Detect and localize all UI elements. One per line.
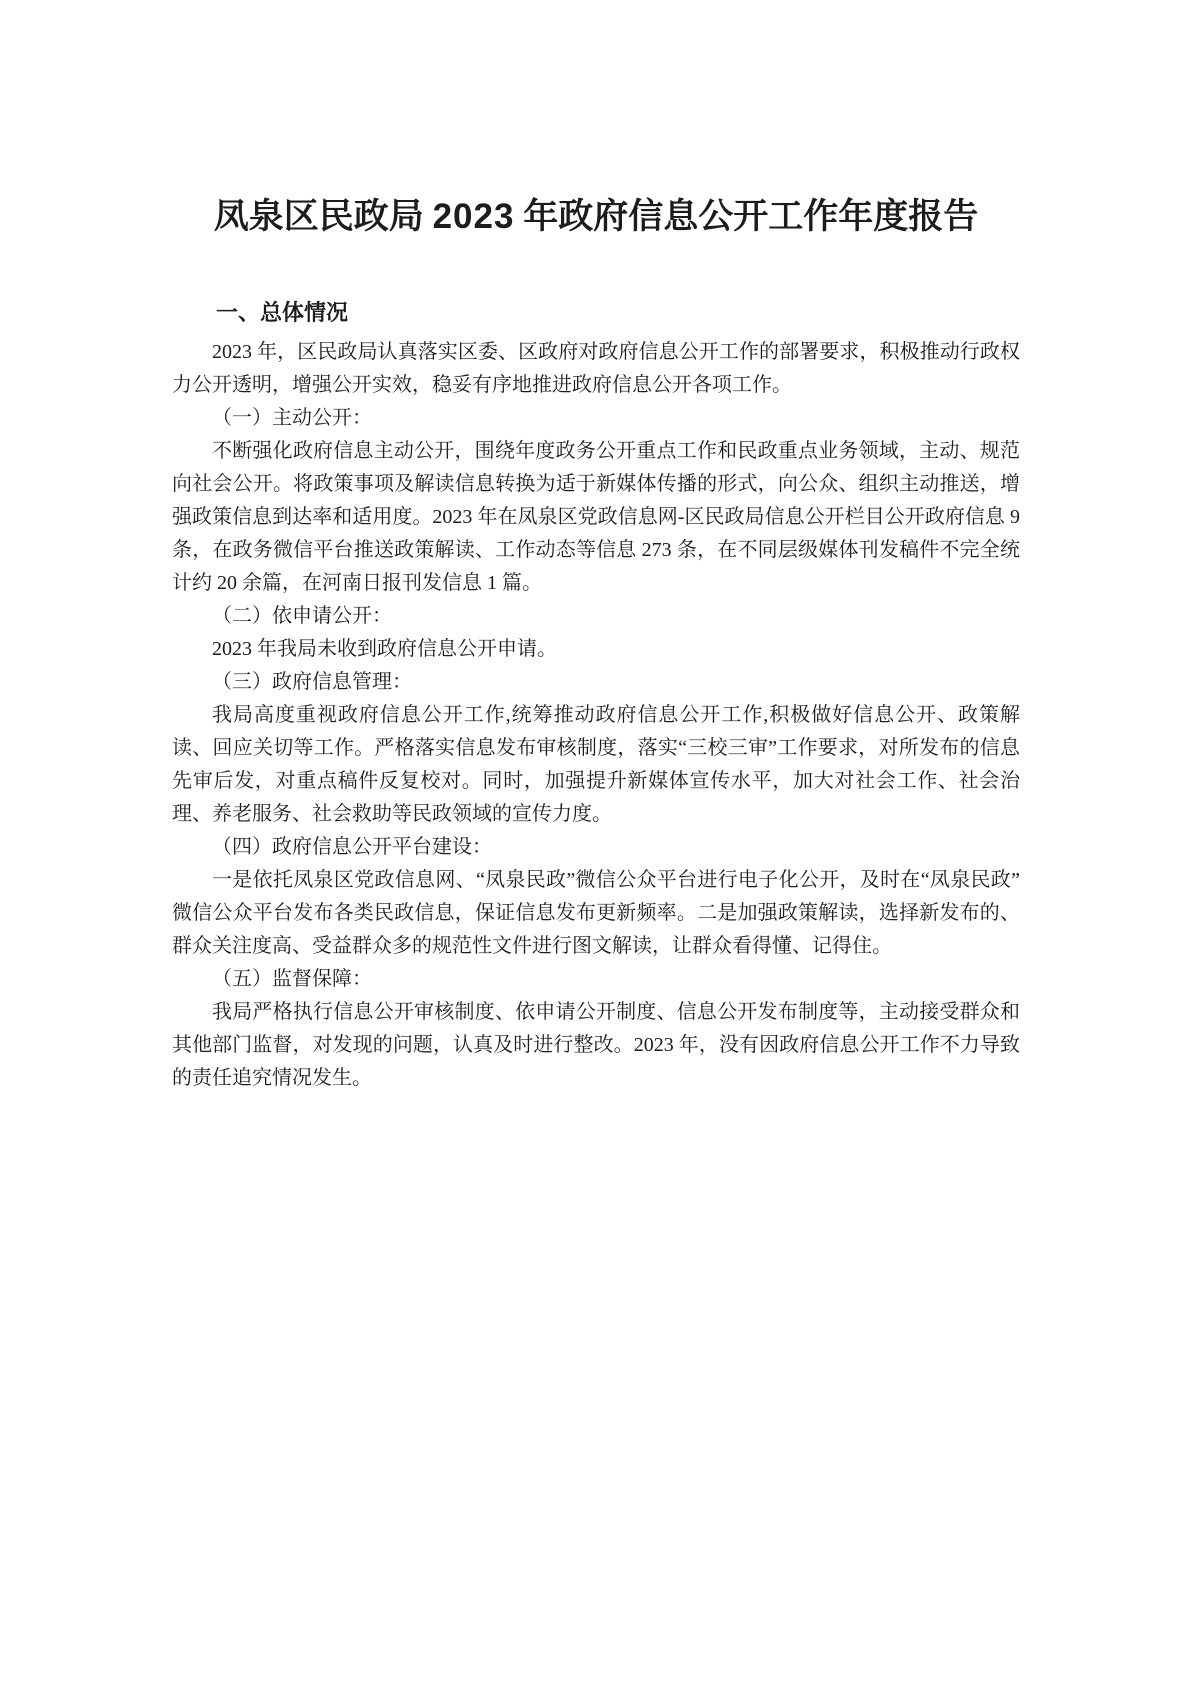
paragraph-intro: 2023 年，区民政局认真落实区委、区政府对政府信息公开工作的部署要求，积极推动行政权力公开透明，增强公开实效，稳妥有序地推进政府信息公开各项工作。 bbox=[172, 341, 1020, 396]
subheading-information-management: （三）政府信息管理： bbox=[212, 671, 412, 693]
subheading-proactive-disclosure: （一）主动公开： bbox=[212, 407, 372, 429]
document-body bbox=[172, 336, 1020, 1095]
paragraph-supervision-guarantee: 我局严格执行信息公开审核制度、依申请公开制度、信息公开发布制度等，主动接受群众和其他部门监督，对发现的问题，认真及时进行整改。2023 年，没有因政府信息公开工作不力导致的责任追究情况发生。 bbox=[172, 1001, 1020, 1089]
paragraph-proactive-disclosure: 不断强化政府信息主动公开，围绕年度政务公开重点工作和民政重点业务领域，主动、规范向社会公开。将政策事项及解读信息转换为适于新媒体传播的形式，向公众、组织主动推送，增强政策信息到达率和适用度。2023 年在凤泉区党政信息网-区民政局信息公开栏目公开政府信息 9 条，在政务微信平台推送政策解读、工作动态等信息 273 条，在不同层级媒体刊发稿件不完全统计约 20 余篇，在河南日报刊发信息 1 篇。 bbox=[172, 440, 1020, 594]
paragraph-disclosure-upon-request: 2023 年我局未收到政府信息公开申请。 bbox=[212, 638, 557, 660]
paragraph-information-management: 我局高度重视政府信息公开工作,统筹推动政府信息公开工作,积极做好信息公开、政策解读、回应关切等工作。严格落实信息发布审核制度，落实“三校三审”工作要求，对所发布的信息先审后发，对重点稿件反复校对。同时，加强提升新媒体宣传水平，加大对社会工作、社会治理、养老服务、社会救助等民政领域的宣传力度。 bbox=[172, 704, 1020, 825]
document-title-suffix: 年政府信息公开工作年度报告 bbox=[514, 197, 979, 236]
paragraph-platform-construction: 一是依托凤泉区党政信息网、“凤泉民政”微信公众平台进行电子化公开，及时在“凤泉民政”微信公众平台发布各类民政信息，保证信息发布更新频率。二是加强政策解读，选择新发布的、群众关注度高、受益群众多的规范性文件进行图文解读，让群众看得懂、记得住。 bbox=[172, 869, 1020, 957]
subheading-supervision-guarantee: （五）监督保障： bbox=[212, 968, 372, 990]
subheading-disclosure-upon-request: （二）依申请公开： bbox=[212, 605, 392, 627]
subheading-platform-construction: （四）政府信息公开平台建设： bbox=[212, 836, 492, 858]
document-title-prefix: 凤泉区民政局 bbox=[213, 197, 433, 236]
document-title bbox=[172, 196, 1020, 238]
section-heading-overall-situation: 一、总体情况 bbox=[216, 300, 349, 325]
document-title-year: 2023 bbox=[432, 197, 515, 236]
